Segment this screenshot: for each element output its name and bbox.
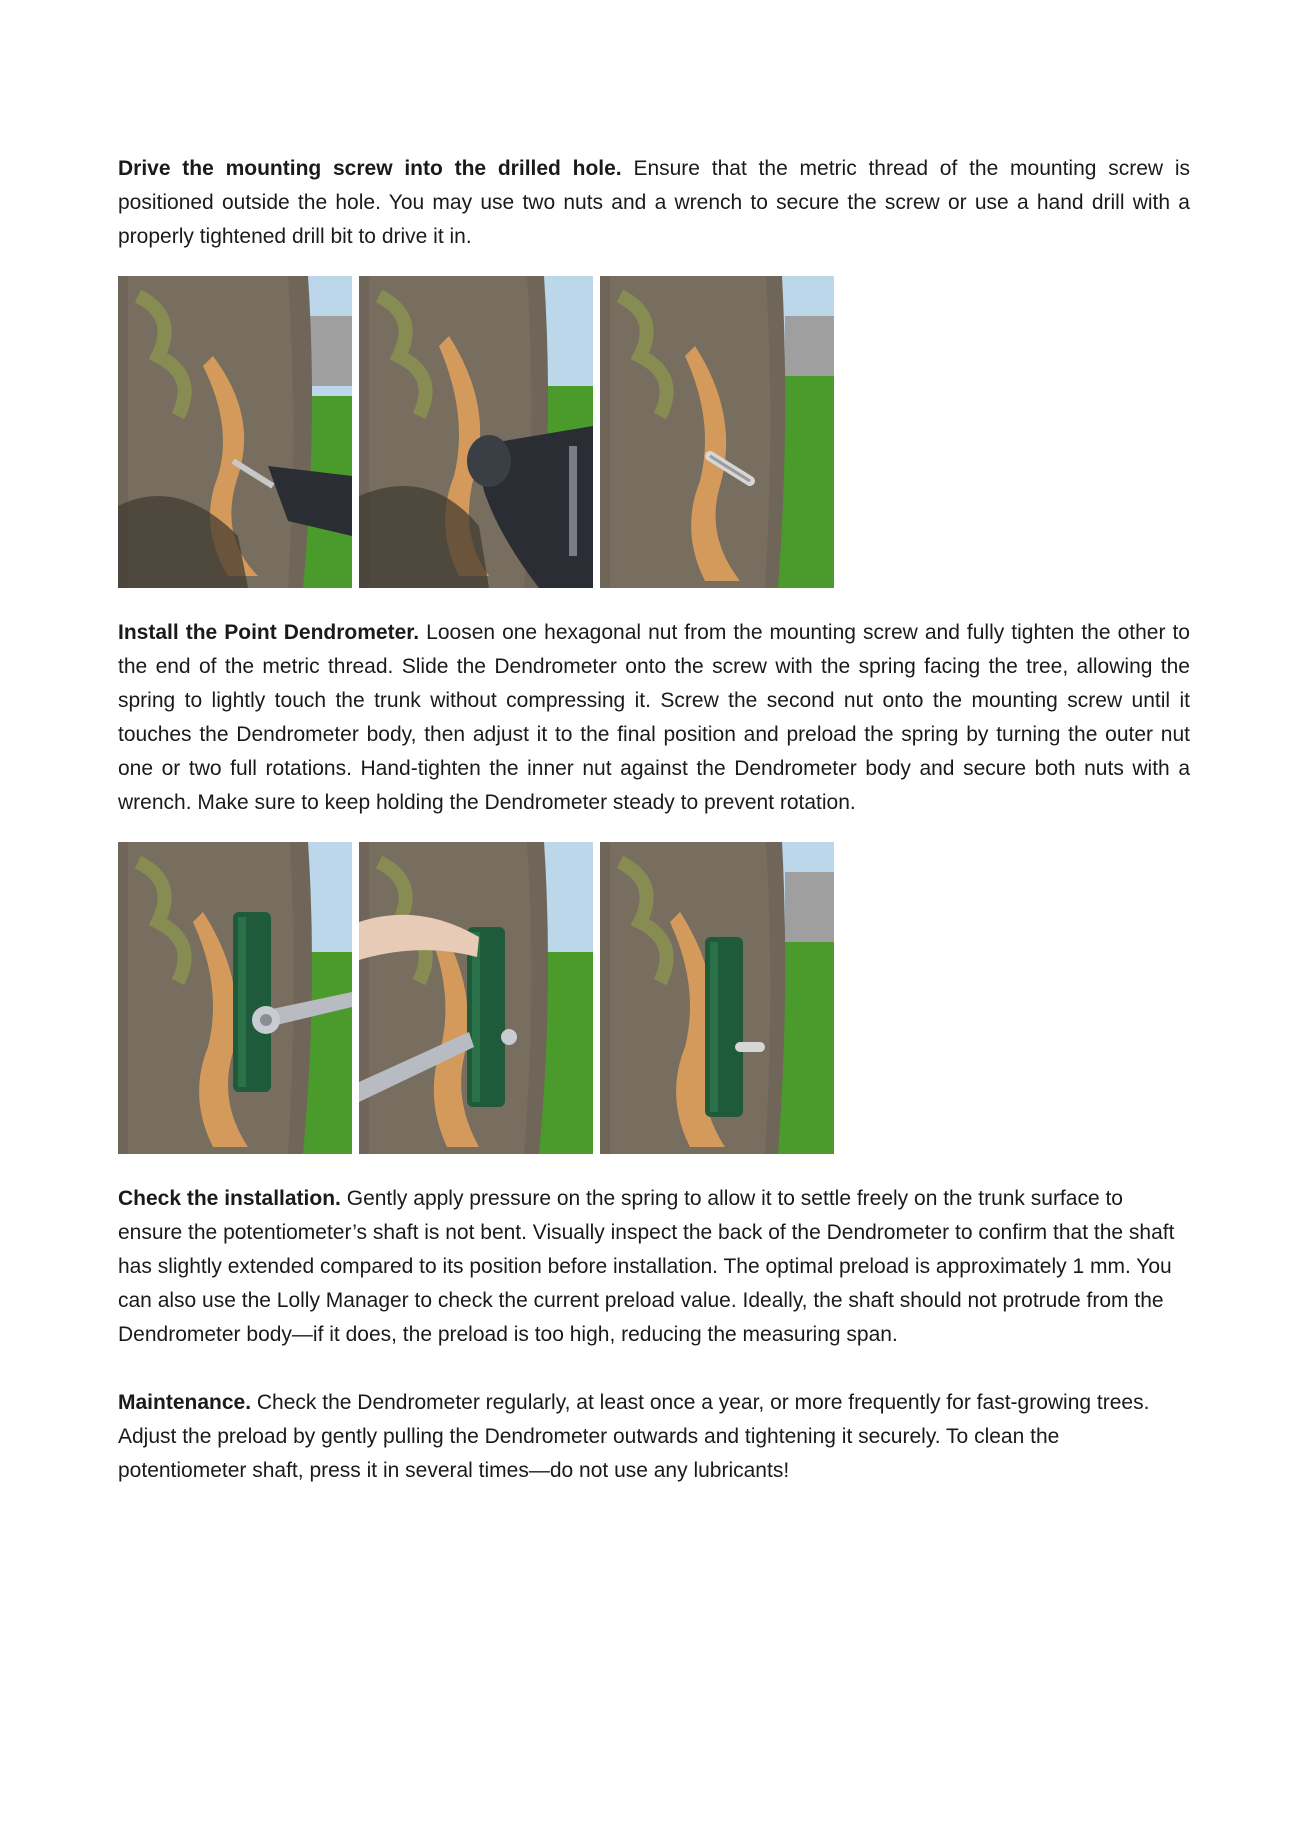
- paragraph-maintenance: [118, 1386, 1190, 1488]
- document-page: [118, 152, 1190, 1488]
- photo-installation-2: [359, 842, 593, 1154]
- photo-row-drilling: [118, 276, 1190, 588]
- heading-drive-screw: Drive the mounting screw into the drilled hole.: [118, 157, 622, 180]
- text-drive-screw: Ensure that the metric thread of the mounting screw is positioned outside the hole. You may use two nuts and a wrench to secure the screw or use a hand drill with a properly tightened drill bit to drive it in.: [118, 157, 1190, 248]
- text-install-dendrometer: Loosen one hexagonal nut from the mounting screw and fully tighten the other to the end of the metric thread. Slide the Dendrometer onto the screw with the spring facing the tree, allowing the spring to lightly touch the trunk without compressing it. Screw the second nut onto the mounting screw until it touches the Dendrometer body, then adjust it to the final position and preload the spring by turning the outer nut one or two full rotations. Hand-tighten the inner nut against the Dendrometer body and secure both nuts with a wrench. Make sure to keep holding the Dendrometer steady to prevent rotation.: [118, 621, 1190, 814]
- photo-installation-1: [118, 842, 352, 1154]
- paragraph-check-installation: [118, 1182, 1190, 1352]
- heading-check-installation: Check the installation.: [118, 1187, 341, 1210]
- photo-row-installation: [118, 842, 1190, 1154]
- text-check-installation: Gently apply pressure on the spring to allow it to settle freely on the trunk surface to ensure the potentiometer’s shaft is not bent. Visually inspect the back of the Dendrometer to confirm that the shaft has slightly extended compared to its position before installation. The optimal preload is approximately 1 mm. You can also use the Lolly Manager to check the current preload value. Ideally, the shaft should not protrude from the Dendrometer body—if it does, the preload is too high, reducing the measuring span.: [118, 1187, 1175, 1346]
- heading-install-dendrometer: Install the Point Dendrometer.: [118, 621, 420, 644]
- photo-drilling-3: [600, 276, 834, 588]
- paragraph-install-dendrometer: [118, 616, 1190, 820]
- text-maintenance: Check the Dendrometer regularly, at least once a year, or more frequently for fast-growing trees. Adjust the preload by gently pulling the Dendrometer outwards and tightening it securely. To clean the potentiometer shaft, press it in several times—do not use any lubricants!: [118, 1391, 1150, 1482]
- paragraph-spacer: [118, 1352, 1190, 1386]
- photo-installation-3: [600, 842, 834, 1154]
- paragraph-drive-screw: [118, 152, 1190, 254]
- photo-drilling-1: [118, 276, 352, 588]
- photo-drilling-2: [359, 276, 593, 588]
- heading-maintenance: Maintenance.: [118, 1391, 252, 1414]
